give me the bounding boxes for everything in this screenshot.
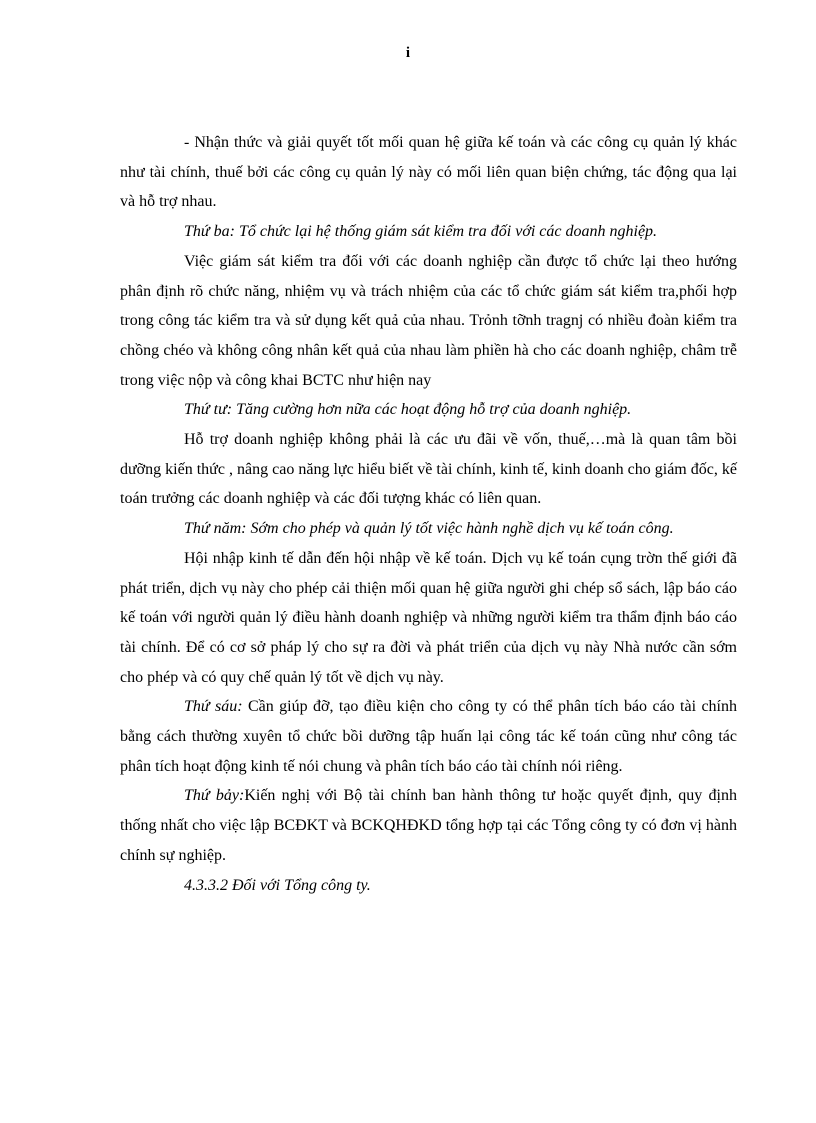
section-heading: Thứ tư: Tăng cường hơn nữa các hoạt động hỗ trợ của doanh nghiệp. (184, 401, 632, 419)
paragraph (120, 781, 737, 870)
paragraph-text: Cần giúp đỡ, tạo điều kiện cho công ty có thể phân tích báo cáo tài chính bằng cách thường xuyên tổ chức bồi dưỡng tập huấn lại công tác kế toán cũng như công tác phân tích hoạt động kinh tế nói chung và phân tích báo cáo tài chính nói riêng. (120, 698, 737, 775)
section-heading: Thứ năm: Sớm cho phép và quản lý tốt việc hành nghề dịch vụ kế toán công. (184, 520, 674, 538)
paragraph: - Nhận thức và giải quyết tốt mối quan hệ giữa kế toán và các công cụ quản lý khác như tài chính, thuế bởi các công cụ quản lý này có mối liên quan biện chứng, tác động qua lại và hỗ trợ nhau. (120, 134, 737, 211)
paragraph (120, 692, 737, 781)
section-heading: Thứ ba: Tổ chức lại hệ thống giám sát kiểm tra đối với các doanh nghiệp. (184, 223, 658, 241)
section-heading: 4.3.3.2 Đối với Tổng công ty. (184, 876, 371, 894)
paragraph: Hội nhập kinh tế dẫn đến hội nhập về kế toán. Dịch vụ kế toán cụng trờn thế giới đã phát triển, dịch vụ này cho phép cải thiện mối quan hệ giữa người ghi chép sổ sách, lập báo cáo kế toán với người quản lý điều hành doanh nghiệp và những người kiểm tra thẩm định báo cáo tài chính. Để có cơ sở pháp lý cho sự ra đời và phát triển của dịch vụ này Nhà nước cần sớm cho phép và có quy chế quản lý tốt về dịch vụ này. (120, 549, 737, 686)
paragraph: Việc giám sát kiểm tra đối với các doanh nghiệp cần được tổ chức lại theo hướng phân định rõ chức năng, nhiệm vụ và trách nhiệm của các tổ chức giám sát kiểm tra,phối hợp trong công tác kiểm tra và sử dụng kết quả của nhau. Trỏnh tỡnh tragnj có nhiều đoàn kiểm tra chồng chéo và không công nhân kết quả của nhau làm phiền hà cho các doanh nghiệp, châm trễ trong việc nộp và công khai BCTC như hiện nay (120, 252, 737, 389)
paragraph: Hỗ trợ doanh nghiệp không phải là các ưu đãi về vốn, thuế,…mà là quan tâm bồi dưỡng kiến thức , nâng cao năng lực hiểu biết về tài chính, kinh tế, kinh doanh cho giám đốc, kế toán trưởng các doanh nghiệp và các đối tượng khác có liên quan. (120, 431, 737, 508)
body-text (120, 128, 737, 900)
paragraph-text: Kiến nghị với Bộ tài chính ban hành thông tư hoặc quyết định, quy định thống nhất cho việc lập BCĐKT và BCKQHĐKD tổng hợp tại các Tổng công ty có đơn vị hành chính sự nghiệp. (120, 787, 737, 864)
paragraph-lead: Thứ sáu: (184, 698, 243, 716)
paragraph-lead: Thứ bảy: (184, 787, 245, 805)
page-number: i (405, 45, 411, 61)
